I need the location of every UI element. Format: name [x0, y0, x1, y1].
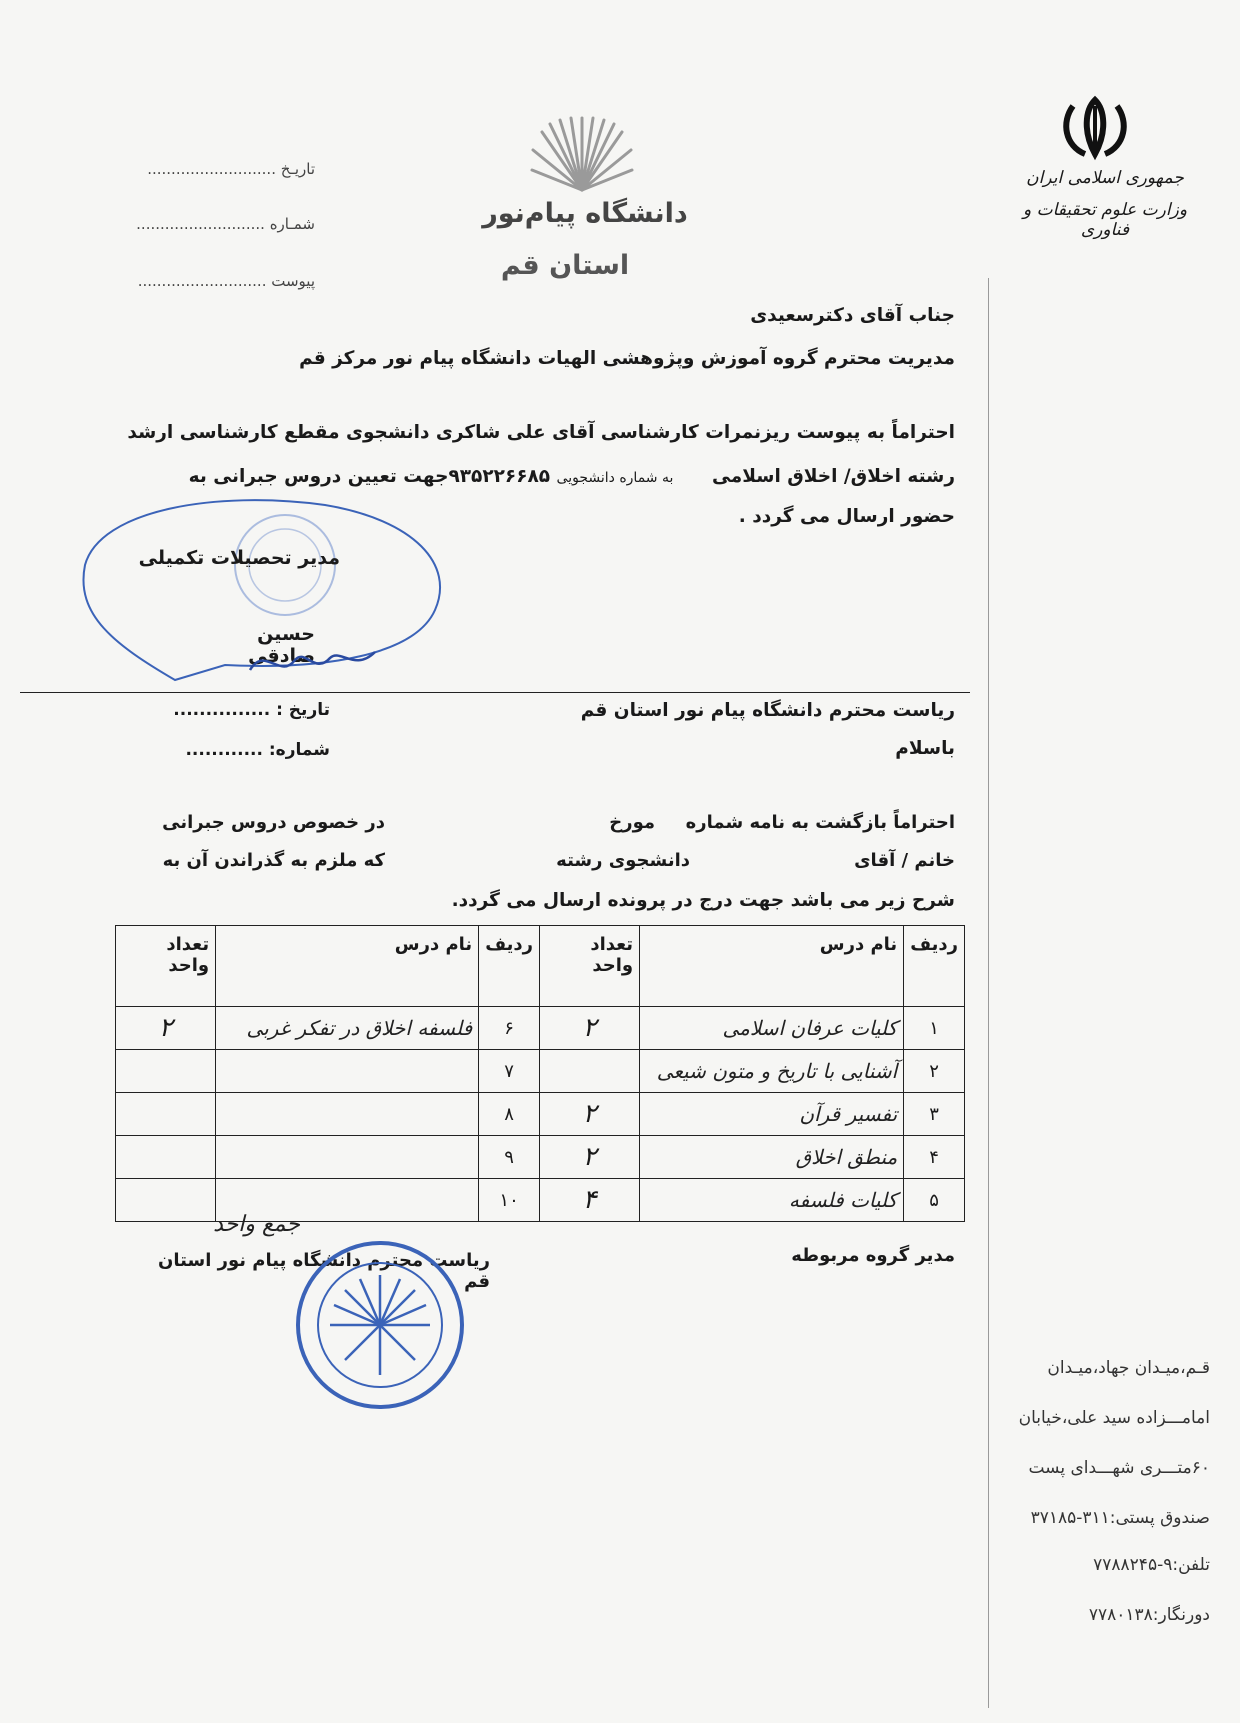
row-number: ۵ — [904, 1179, 965, 1222]
header-course-name-2: نام درس — [216, 926, 479, 1007]
table-row — [116, 1050, 965, 1093]
reply-line1-b: مورخ — [609, 812, 655, 833]
date-dots: ........................... — [147, 160, 276, 178]
reply-line2-c: که ملزم به گذراندن آن به — [162, 850, 385, 871]
table-row — [116, 1007, 965, 1050]
pnu-logo-icon — [530, 112, 635, 192]
course-name: منطق اخلاق — [640, 1136, 904, 1179]
row-number: ۲ — [904, 1050, 965, 1093]
signer-title: مدیر تحصیلات تکمیلی — [138, 547, 340, 569]
row-number: ۶ — [479, 1007, 540, 1050]
recipient-title: مدیریت محترم گروه آموزش وپژوهشی الهیات دانشگاه پیام نور مرکز قم — [299, 348, 955, 369]
course-units: ۲ — [540, 1136, 640, 1179]
row-number: ۴ — [904, 1136, 965, 1179]
reply-line1-a: احتراماً بازگشت به نامه شماره — [685, 812, 955, 833]
row-number: ۷ — [479, 1050, 540, 1093]
group-head-label: مدیر گروه مربوطه — [791, 1245, 955, 1266]
date-field — [65, 160, 315, 178]
header-course-name: نام درس — [640, 926, 904, 1007]
reply-line2-b: دانشجوی رشته — [556, 850, 690, 871]
row-number: ۸ — [479, 1093, 540, 1136]
number-dots: ........................... — [136, 215, 265, 233]
signer-name: حسین صادقی — [248, 623, 315, 667]
attachment-label: پیوست — [271, 272, 315, 290]
courses-table — [115, 925, 965, 1222]
address-line-1: قـم،میـدان جهاد،میـدان — [1047, 1358, 1210, 1378]
date-label: تاریـخ — [280, 160, 315, 178]
header-row-num: ردیف — [904, 926, 965, 1007]
course-name: کلیات فلسفه — [640, 1179, 904, 1222]
row-number: ۱۰ — [479, 1179, 540, 1222]
course-units — [116, 1050, 216, 1093]
row-number: ۳ — [904, 1093, 965, 1136]
course-name: تفسیر قرآن — [640, 1093, 904, 1136]
reply-line3: شرح زیر می باشد جهت درج در پرونده ارسال می گردد. — [451, 890, 955, 911]
row-number: ۱ — [904, 1007, 965, 1050]
table-header-row — [116, 926, 965, 1007]
course-name — [216, 1093, 479, 1136]
address-line-2: امامـــزاده سید علی،خیابان — [1018, 1408, 1210, 1428]
address-phone: تلفن:۹-۷۷۸۸۲۴۵ — [1093, 1555, 1210, 1575]
ministry-name: وزارت علوم تحقیقات و فناوری — [1022, 200, 1188, 240]
gov-name: جمهوری اسلامی ایران — [1026, 168, 1184, 188]
president-label: ریاست محترم دانشگاه پیام نور استان قم — [158, 1250, 490, 1292]
course-units: ۲ — [116, 1007, 216, 1050]
reply-number: شماره: ............ — [185, 740, 330, 760]
address-postal-box: صندوق پستی:۳۱۱-۳۷۱۸۵ — [1030, 1508, 1210, 1528]
paragraph-line-2 — [100, 466, 955, 487]
table-row — [116, 1093, 965, 1136]
course-name: کلیات عرفان اسلامی — [640, 1007, 904, 1050]
table-row — [116, 1136, 965, 1179]
number-label: شمـاره — [269, 215, 315, 233]
paragraph-line-3: حضور ارسال می گردد . — [738, 506, 955, 527]
address-line-3: ۶۰متـــری شهـــدای پست — [1028, 1458, 1210, 1478]
margin-rule — [988, 278, 989, 1708]
paragraph-student-id: ۹۳۵۲۲۶۶۸۵جهت تعیین دروس جبرانی به — [188, 466, 551, 487]
course-name: فلسفه اخلاق در تفکر غربی — [216, 1007, 479, 1050]
reply-line1-c: در خصوص دروس جبرانی — [162, 812, 385, 833]
header-row-num-2: ردیف — [479, 926, 540, 1007]
signature-icon — [245, 640, 385, 685]
attachment-field — [65, 272, 315, 290]
reply-greeting: باسلام — [895, 738, 955, 759]
header-units-2: تعداد واحد — [116, 926, 216, 1007]
paragraph-line-1: احتراماً به پیوست ریزنمرات کارشناسی آقای علی شاکری دانشجوی مقطع کارشناسی ارشد — [127, 422, 955, 443]
reply-addressee: ریاست محترم دانشگاه پیام نور استان قم — [580, 700, 955, 721]
course-units: ۴ — [540, 1179, 640, 1222]
course-units — [116, 1093, 216, 1136]
university-name: دانشگاه پیام‌نور — [482, 198, 688, 229]
province-name: استان قم — [500, 250, 630, 281]
header-units: تعداد واحد — [540, 926, 640, 1007]
course-units — [540, 1050, 640, 1093]
course-units — [116, 1136, 216, 1179]
attachment-dots: ........................... — [137, 272, 267, 290]
reply-date: تاریخ : ............... — [173, 700, 330, 720]
course-units: ۲ — [540, 1093, 640, 1136]
iran-emblem-icon — [1055, 92, 1135, 162]
address-fax: دورنگار:۷۷۸۰۱۳۸ — [1088, 1605, 1210, 1625]
course-name: آشنایی با تاریخ و متون شیعی — [640, 1050, 904, 1093]
paragraph-field: رشته اخلاق/ اخلاق اسلامی — [712, 466, 955, 487]
course-name — [216, 1050, 479, 1093]
course-units: ۲ — [540, 1007, 640, 1050]
row-number: ۹ — [479, 1136, 540, 1179]
number-field — [65, 215, 315, 233]
recipient: جناب آقای دکترسعیدی — [750, 305, 955, 326]
reply-line2-a: خانم / آقای — [854, 850, 955, 871]
paragraph-id-label: به شماره دانشجویی — [556, 470, 674, 486]
handwritten-note: جمع واحد — [213, 1212, 300, 1237]
course-name — [216, 1136, 479, 1179]
university-seal-icon — [290, 1235, 470, 1415]
section-divider — [20, 692, 970, 693]
